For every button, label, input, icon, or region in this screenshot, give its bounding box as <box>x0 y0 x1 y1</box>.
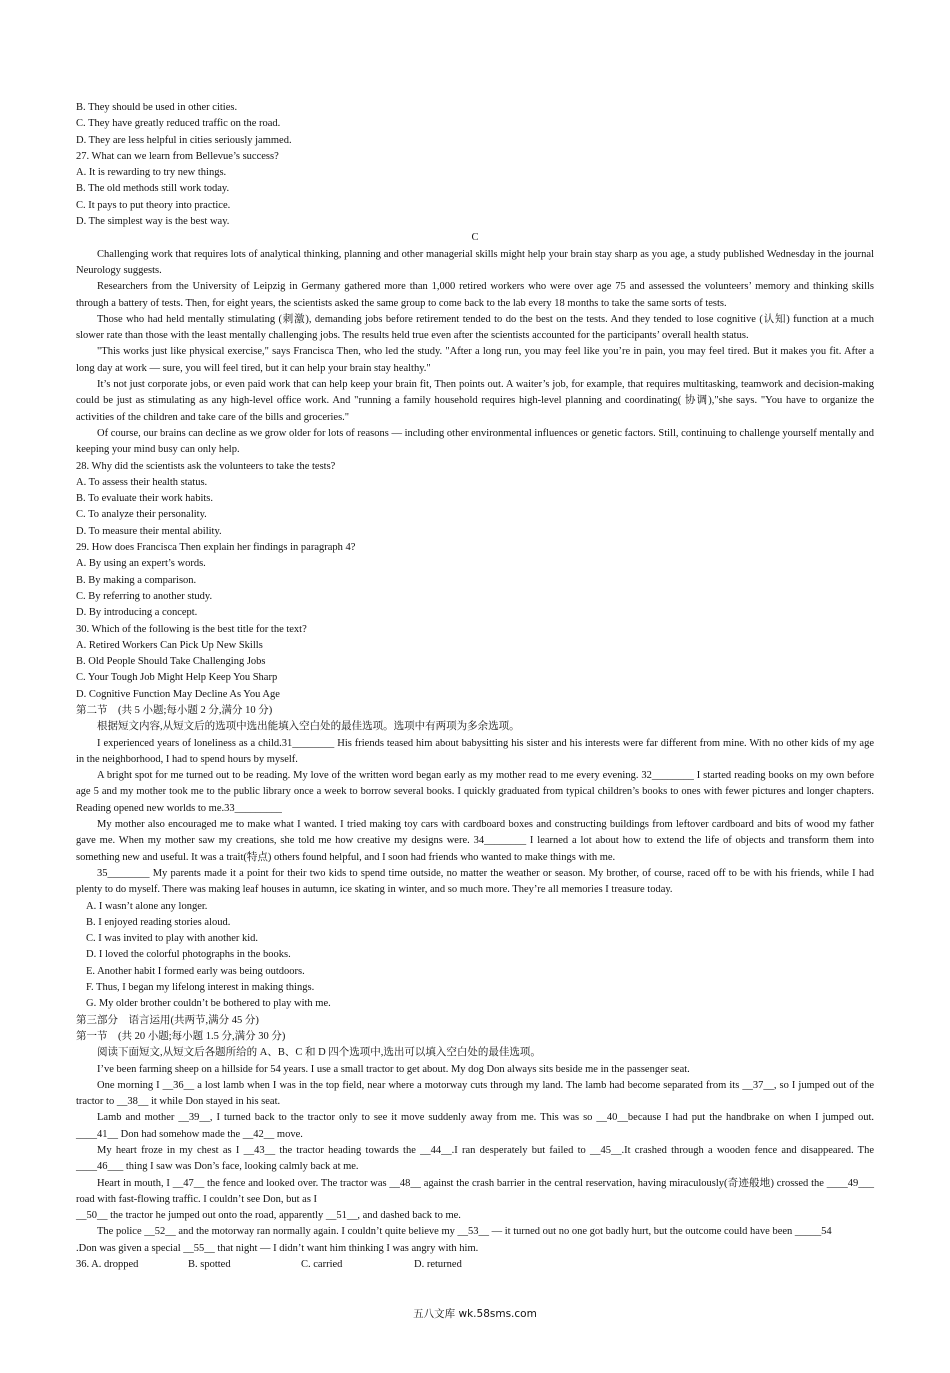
option: B. The old methods still work today. <box>76 183 230 195</box>
option: C. By referring to another study. <box>76 590 213 602</box>
section-heading: 第一节 (共 20 小题;每小题 1.5 分,满分 30 分) <box>76 1030 286 1042</box>
paragraph: Lamb and mother __39__, I turned back to the tractor only to see it move suddenly away from me. This was so __40__because I had put the handbrake on when I jumped out. ____41__ Don had somehow made the __42__ move. <box>76 1112 874 1140</box>
option: B. By making a comparison. <box>76 574 197 586</box>
option: D. They are less helpful in cities seriously jammed. <box>76 134 292 146</box>
page-content <box>76 100 874 1273</box>
passage-label: C <box>471 232 479 244</box>
passage-c <box>76 247 874 459</box>
option: C. They have greatly reduced traffic on the road. <box>76 118 281 130</box>
option: A. To assess their health status. <box>76 476 208 488</box>
question-stem: 29. How does Francisca Then explain her findings in paragraph 4? <box>76 542 356 554</box>
option: E. Another habit I formed early was being outdoors. <box>86 965 305 977</box>
paragraph: Challenging work that requires lots of analytical thinking, planning and other managerial skills might help your brain stay sharp as you age, a study published Wednesday in the journal Neurology suggests. <box>76 248 874 276</box>
paragraph: Researchers from the University of Leipzig in Germany gathered more than 1,000 retired workers who were over age 75 and assessed the volunteers’ memory and thinking skills through a battery of tests. Then, for eight years, the scientists asked the same group to come back to the lab every 18 months to take the same sorts of tests. <box>76 281 874 309</box>
option: A. I wasn’t alone any longer. <box>86 900 208 912</box>
question-stem: 28. Why did the scientists ask the volunteers to take the tests? <box>76 460 336 472</box>
paragraph: I experienced years of loneliness as a child.31________ His friends teased him about babysitting his sister and his interests were far different from mine. With no other kids of my age in the neighborhood, I had to spend hours by myself. <box>76 737 874 765</box>
question-36-choices <box>76 1257 874 1273</box>
paragraph: Of course, our brains can decline as we grow older for lots of reasons — including other environmental influences or genetic factors. Still, continuing to challenge yourself mentally and keeping your mind busy can only help. <box>76 427 874 456</box>
option: F. Thus, I began my lifelong interest in making things. <box>86 982 315 994</box>
option: A. It is rewarding to try new things. <box>76 167 227 179</box>
section-heading: 第二节 (共 5 小题;每小题 2 分,满分 10 分) <box>76 704 273 716</box>
paragraph: 35________ My parents made it a point for their two kids to spend time outside, no matter the weather or season. My brother, of course, raced off to be with his friends, while I had plenty to do myself. There was making leaf houses in autumn, ice skating in winter, and so much more. They’re all memories I treasure today. <box>76 867 874 896</box>
paragraph: Those who had held mentally stimulating (刺激), demanding jobs before retirement tended to do the best on the tests. And they tended to lose cognitive (认知) function at a much slower rate than those with the least mentally challenging jobs. The results held true even after the scientists accounted for the participants’ overall health status. <box>76 313 874 342</box>
question-stem: 27. What can we learn from Bellevue’s success? <box>76 150 279 162</box>
q26-options <box>76 100 874 149</box>
option: B. They should be used in other cities. <box>76 102 238 113</box>
section-instruction: 根据短文内容,从短文后的选项中选出能填入空白处的最佳选项。选项中有两项为多余选项。 <box>97 721 520 733</box>
paragraph: Heart in mouth, I __47__ the fence and looked over. The tractor was __48__ against the crash barrier in the central reservation, having miraculously(奇迹般地) crossed the ____49___ road with fast-flowing traffic. I couldn’t see Don, but as I <box>76 1177 874 1205</box>
option: B. Old People Should Take Challenging Jobs <box>76 656 266 668</box>
option: D. I loved the colorful photographs in the books. <box>86 949 291 961</box>
option: C. Your Tough Job Might Help Keep You Sharp <box>76 672 278 684</box>
choice: B. spotted <box>188 1259 231 1271</box>
paragraph: My heart froze in my chest as I __43__ the tractor heading towards the __44__.I ran desperately but failed to __45__.It crashed through a wooden fence and disappeared. The ____46___ thing I saw was Don’s face, looking calmly back at me. <box>76 1145 874 1173</box>
option: D. By introducing a concept. <box>76 607 198 619</box>
paragraph: __50__ the tractor he jumped out onto the road, apparently __51__, and dashed back to me. <box>76 1210 461 1222</box>
page-footer: 五八文库 wk.58sms.com <box>413 1308 537 1320</box>
option: D. To measure their mental ability. <box>76 525 222 537</box>
option: G. My older brother couldn’t be bothered to play with me. <box>86 998 331 1010</box>
paragraph: A bright spot for me turned out to be reading. My love of the written word began early as my mother read to me every evening. 32________ I started reading books on my own before age 5 and my mother took me to the public library once a week to borrow several books. I quickly graduated from typical children’s books to ones with fewer pictures and longer chapters. Reading opened new worlds to me.33_________ <box>76 770 874 814</box>
section-instruction: 阅读下面短文,从短文后各题所给的 A、B、C 和 D 四个选项中,选出可以填入空白处的最佳选项。 <box>97 1047 541 1059</box>
paragraph: It’s not just corporate jobs, or even paid work that can help keep your brain fit, Then points out. A waiter’s job, for example, that requires multitasking, teamwork and decision-making could be just as stimulating as any high-level office work. And "running a family household requires high-level planning and coordinating( 协调),"she says. "You have to organize the activities of the children and take care of the bills and groceries." <box>76 379 874 423</box>
option: A. Retired Workers Can Pick Up New Skills <box>76 639 263 651</box>
question-28 <box>76 459 874 540</box>
question-30 <box>76 622 874 703</box>
option: C. It pays to put theory into practice. <box>76 199 231 211</box>
option: D. Cognitive Function May Decline As You Age <box>76 688 280 700</box>
paragraph: I’ve been farming sheep on a hillside for 54 years. I use a small tractor to get about. My dog Don always sits beside me in the passenger seat. <box>97 1063 690 1075</box>
paragraph: The police __52__ and the motorway ran normally again. I couldn’t quite believe my __53__ — it turned out no one got badly hurt, but the outcome could have been _____54 <box>97 1226 832 1238</box>
choice: C. carried <box>301 1259 343 1271</box>
question-stem: 30. Which of the following is the best title for the text? <box>76 623 307 635</box>
option: B. To evaluate their work habits. <box>76 493 213 505</box>
part-heading: 第三部分 语言运用(共两节,满分 45 分) <box>76 1014 259 1026</box>
option: A. By using an expert’s words. <box>76 558 206 570</box>
option: B. I enjoyed reading stories aloud. <box>86 916 231 928</box>
option: D. The simplest way is the best way. <box>76 216 230 228</box>
section-2 <box>76 703 874 1013</box>
part-3 <box>76 1013 874 1274</box>
paragraph: My mother also encouraged me to make what I wanted. I tried making toy cars with cardboard boxes and constructing buildings from leftover cardboard and bits of wood my father gave me. When my mother saw my creations, she told me how creative my designs were. 34________ I learned a lot about how to extend the life of objects and transform them into something new and useful. It was a trait(特点) others found helpful, and I soon had friends who wanted to make things with me. <box>76 819 874 863</box>
paragraph: "This works just like physical exercise," says Francisca Then, who led the study. "After a long run, you may feel like you’re in pain, you may feel tired. But it makes you fit. After a long day at work — sure, you will feel tired, but it can help your brain stay healthy." <box>76 346 874 374</box>
paragraph: .Don was given a special __55__ that night — I didn’t want him thinking I was angry with him. <box>76 1242 479 1254</box>
choice: 36. A. dropped <box>76 1259 139 1271</box>
choice: D. returned <box>414 1259 462 1271</box>
question-27 <box>76 149 874 230</box>
question-29 <box>76 540 874 621</box>
option: C. I was invited to play with another kid. <box>86 933 259 945</box>
paragraph: One morning I __36__ a lost lamb when I was in the top field, near where a motorway cuts through my land. The lamb had become separated from its __37__, so I jumped out of the tractor to __38__ it while Don stayed in his seat. <box>76 1079 874 1108</box>
option: C. To analyze their personality. <box>76 509 207 521</box>
